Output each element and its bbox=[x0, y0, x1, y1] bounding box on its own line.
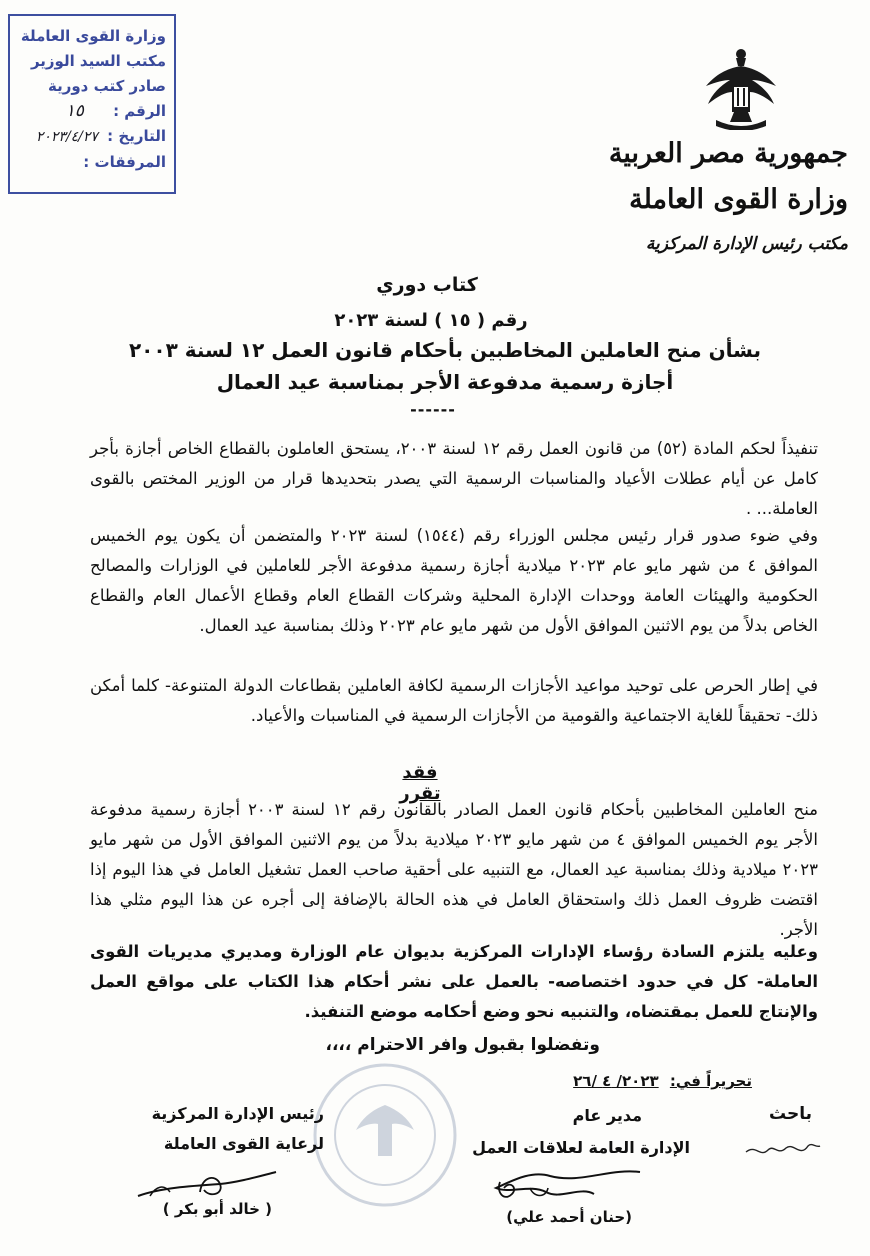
title-separator: ------ bbox=[410, 400, 456, 419]
manager-title: مدير عام bbox=[572, 1106, 642, 1125]
researcher-signature-icon bbox=[742, 1134, 822, 1164]
stamp-type: صادر كتب دورية bbox=[47, 77, 166, 95]
manager-name: (حنان أحمد علي) bbox=[506, 1208, 632, 1226]
chief-title: رئيس الإدارة المركزية bbox=[151, 1104, 324, 1123]
manager-department: الإدارة العامة لعلاقات العمل bbox=[472, 1138, 690, 1157]
stamp-number-label: الرقم : bbox=[113, 102, 166, 120]
paragraph-legal-basis: تنفيذاً لحكم المادة (٥٢) من قانون العمل رقم ١٢ لسنة ٢٠٠٣، يستحق العاملون بالقطاع الخاص أجازة بأجر كامل عن أيام عطلات الأعياد والمناسبات الرسمية التي يصدر بتحديدها قرار من الوزير المختص بالقوى العاملة... . bbox=[90, 439, 819, 518]
subject-line-1: بشأن منح العاملين المخاطبين بأحكام قانون العمل ١٢ لسنة ٢٠٠٣ bbox=[128, 338, 762, 362]
stamp-attachments-label: المرفقات : bbox=[83, 153, 166, 171]
office-name: مكتب رئيس الإدارة المركزية bbox=[645, 234, 848, 254]
stamp-ministry: وزارة القوى العاملة bbox=[20, 27, 166, 45]
issue-date bbox=[567, 1072, 752, 1090]
paragraph-obligation: وعليه يلتزم السادة رؤساء الإدارات المركزية بديوان عام الوزارة ومديري مديريات القوى العاملة- كل في حدود اختصاصه- بالعمل على نشر أحكام هذا الكتاب على مواقع العمل والإنتاج للعمل بمقتضاه، والتنبيه نحو وضع أحكامه موضع التنفيذ. bbox=[90, 942, 818, 1021]
closing-salutation: وتفضلوا بقبول وافر الاحترام ،،،، bbox=[325, 1035, 600, 1055]
ministry-name: وزارة القوى العاملة bbox=[629, 184, 848, 215]
manager-signature-icon bbox=[490, 1158, 650, 1208]
stamp-date-value: ٢٠٢٣/٤/٢٧ bbox=[35, 129, 98, 145]
decision-heading: فقد تقرر bbox=[399, 762, 441, 804]
issue-date-label: تحريراً في: bbox=[669, 1072, 752, 1090]
researcher-label: باحث bbox=[768, 1104, 812, 1124]
paragraph-unification: في إطار الحرص على توحيد مواعيد الأجازات الرسمية لكافة العاملين بقطاعات الدولة المتنوعة- كلما أمكن ذلك- تحقيقاً للغاية الاجتماعية والقومية من الأجازات الرسمية في المناسبات والأعياد. bbox=[90, 676, 818, 725]
document-number: رقم ( ١٥ ) لسنة ٢٠٢٣ bbox=[334, 310, 528, 331]
outgoing-stamp-box bbox=[8, 14, 176, 194]
paragraph-cabinet-decree: وفي ضوء صدور قرار رئيس مجلس الوزراء رقم (١٥٤٤) لسنة ٢٠٢٣ والمتضمن أن يكون يوم الخميس الموافق ٤ من شهر مايو عام ٢٠٢٣ ميلادية أجازة رسمية مدفوعة الأجر للعاملين في الوزارات والمصالح الحكومية والهيئات العامة ووحدات الإدارة المحلية وشركات القطاع العام وقطاع الأعمال العام والقطاع الخاص بدلاً من يوم الاثنين الموافق الأول من شهر مايو عام ٢٠٢٣ وذلك بمناسبة عيد العمال. bbox=[90, 526, 819, 635]
subject-line-2: أجازة رسمية مدفوعة الأجر بمناسبة عيد العمال bbox=[216, 370, 674, 394]
round-seal-icon bbox=[310, 1060, 460, 1210]
issue-date-value: ٢٠٢٣/ ٤ /٢٦ bbox=[573, 1072, 659, 1090]
stamp-date-row bbox=[16, 124, 166, 150]
paragraph-decision: منح العاملين المخاطبين بأحكام قانون العمل الصادر بالقانون رقم ١٢ لسنة ٢٠٠٣ أجازة رسمية مدفوعة الأجر يوم الخميس الموافق ٤ من شهر مايو ٢٠٢٣ ميلادية بدلاً من يوم الاثنين الموافق الأول من شهر مايو ٢٠٢٣ ميلادية وذلك بمناسبة عيد العمال، مع التنبيه على أحقية صاحب العمل تشغيل العامل في هذا اليوم إذا اقتضت ظروف العمل ذلك واستحقاق العامل في هذه الحالة بالإضافة إلى أجره عن هذا اليوم مثلي هذا الأجر. bbox=[90, 800, 819, 939]
chief-name: ( خالد أبو بكر ) bbox=[162, 1200, 272, 1218]
stamp-number-row bbox=[16, 99, 166, 124]
eagle-emblem-icon bbox=[700, 46, 782, 130]
chief-department: لرعاية القوى العاملة bbox=[163, 1134, 324, 1153]
stamp-number-value: ١٥ bbox=[65, 101, 84, 121]
republic-name: جمهورية مصر العربية bbox=[608, 138, 848, 169]
stamp-office: مكتب السيد الوزير bbox=[30, 52, 166, 70]
document-type: كتاب دوري bbox=[376, 274, 478, 296]
stamp-date-label: التاريخ : bbox=[107, 127, 166, 145]
